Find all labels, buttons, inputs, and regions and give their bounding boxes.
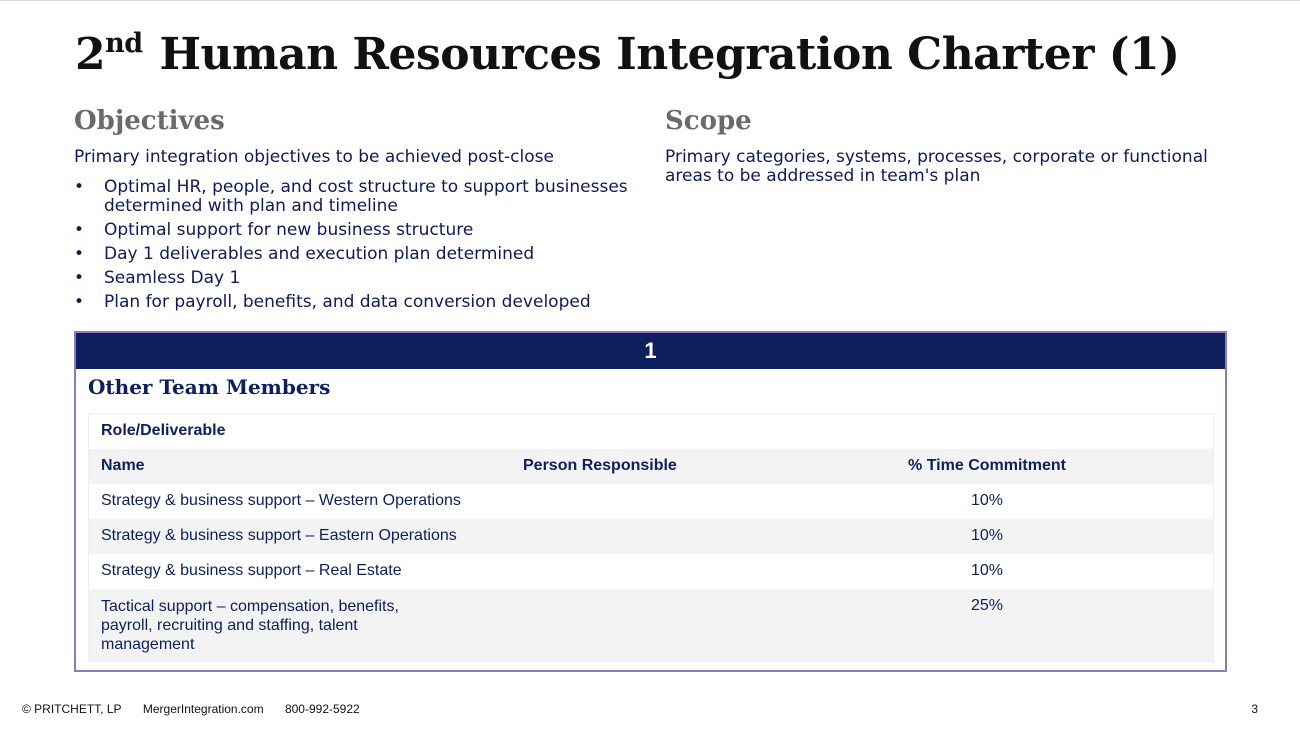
scope-heading: Scope — [665, 106, 752, 136]
table-row — [89, 589, 1213, 661]
team-members-table — [88, 413, 1214, 662]
row-name: Tactical support – compensation, benefits, payroll, recruiting and staffing, talent management — [101, 598, 399, 653]
column-header-name: Name — [101, 457, 145, 474]
panel-number: 1 — [76, 333, 1225, 369]
page-title: 2nd Human Resources Integration Charter (1) — [75, 28, 1180, 80]
bullet-icon: • — [74, 268, 85, 288]
page-number: 3 — [1251, 702, 1258, 716]
bullet-icon: • — [74, 292, 85, 312]
row-person — [523, 519, 803, 527]
row-name: Strategy & business support – Western Operations — [101, 492, 461, 509]
row-person — [523, 554, 803, 562]
table-row — [89, 519, 1213, 554]
row-time: 10% — [970, 527, 1004, 544]
role-deliverable-label: Role/Deliverable — [101, 422, 226, 439]
objective-item: • Seamless Day 1 — [74, 268, 241, 288]
row-name: Strategy & business support – Real Estate — [101, 562, 402, 579]
row-person — [523, 484, 803, 492]
panel-title: Other Team Members — [88, 375, 331, 399]
objectives-list — [74, 178, 644, 317]
row-time: 10% — [970, 562, 1004, 579]
bullet-icon: • — [74, 244, 85, 264]
scope-intro: Primary categories, systems, processes, corporate or functional areas to be addressed in team's plan — [665, 147, 1208, 186]
row-time: 25% — [970, 597, 1004, 614]
footer-website: MergerIntegration.com — [142, 702, 264, 716]
column-header-time: % Time Commitment — [908, 457, 1066, 474]
objective-item: • Plan for payroll, benefits, and data conversion developed — [74, 292, 591, 312]
column-header-person: Person Responsible — [523, 457, 677, 474]
row-name: Strategy & business support – Eastern Operations — [101, 527, 457, 544]
table-row — [89, 484, 1213, 519]
top-divider — [0, 0, 1300, 1]
objective-item: • Optimal HR, people, and cost structure to support businesses determined with plan and timeline — [74, 177, 628, 216]
bullet-icon: • — [74, 220, 85, 240]
objective-item: • Day 1 deliverables and execution plan determined — [74, 244, 535, 264]
footer-copyright: © PRITCHETT, LP — [22, 702, 122, 716]
footer — [22, 702, 378, 716]
objectives-heading: Objectives — [74, 106, 225, 136]
footer-phone: 800-992-5922 — [284, 702, 360, 716]
objectives-intro: Primary integration objectives to be achieved post-close — [74, 147, 554, 167]
bullet-icon: • — [74, 177, 85, 197]
team-members-panel — [74, 331, 1227, 672]
table-row — [89, 554, 1213, 589]
row-time: 10% — [970, 492, 1004, 509]
objective-item: • Optimal support for new business structure — [74, 220, 474, 240]
row-person — [441, 589, 803, 597]
table-section-row — [89, 414, 1213, 449]
table-header-row — [89, 449, 1213, 484]
